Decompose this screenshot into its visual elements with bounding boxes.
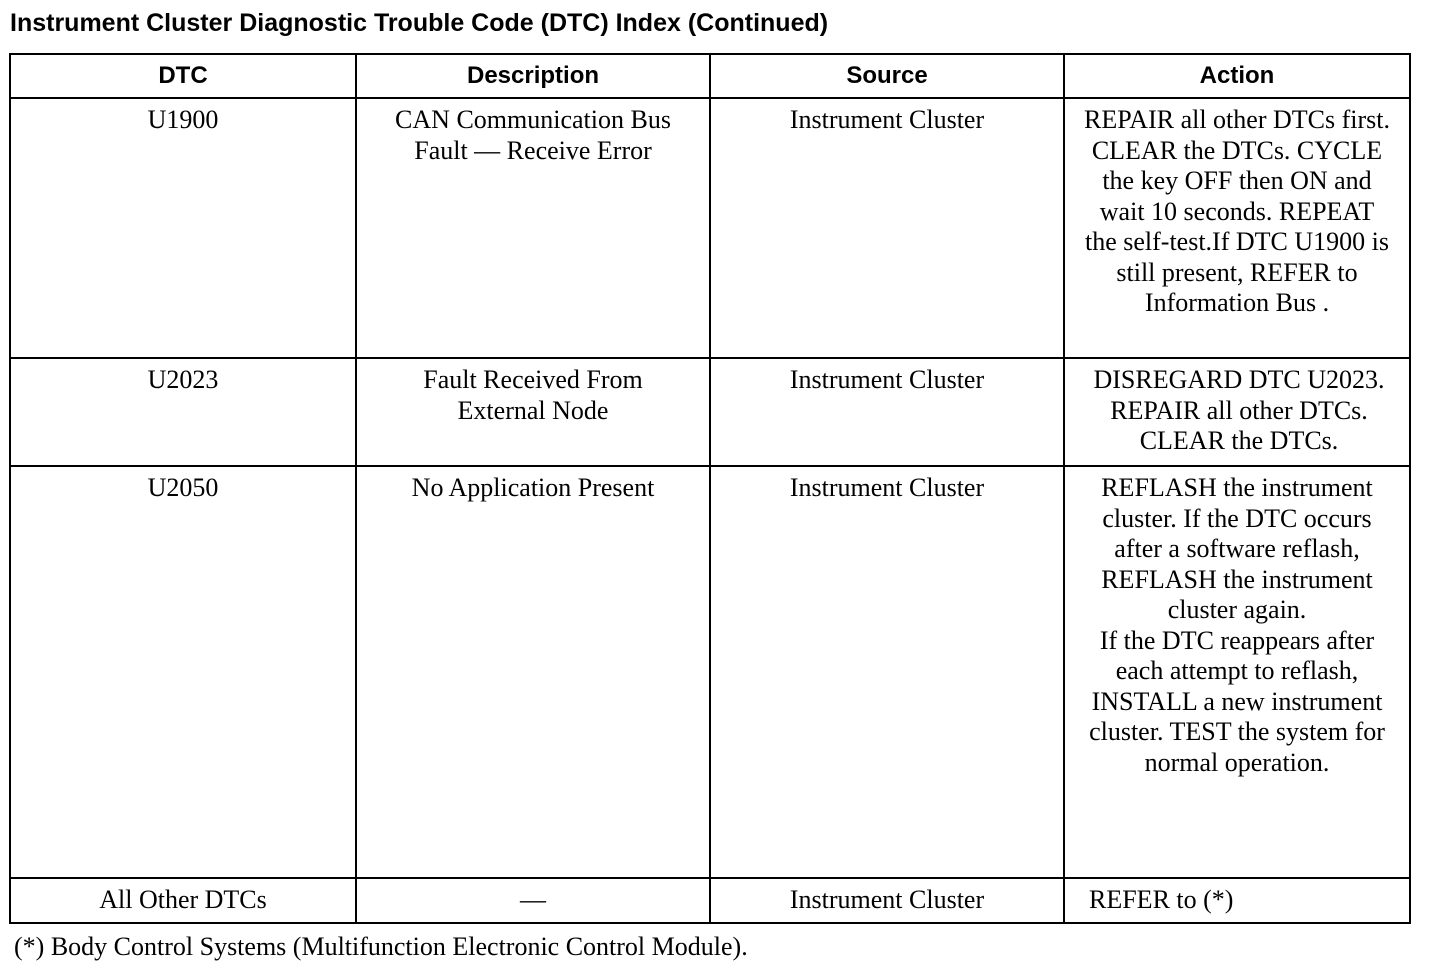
cell-action: REPAIR all other DTCs first. CLEAR the DTCs. CYCLE the key OFF then ON and wait 10 seconds. REPEAT the self-test.If DTC U1900 is still present, REFER to Information Bus .: [1064, 98, 1410, 358]
table-row: [10, 98, 1410, 358]
cell-action: REFER to (*): [1064, 878, 1410, 923]
cell-source: Instrument Cluster: [710, 358, 1064, 466]
cell-description: CAN Communication Bus Fault — Receive Error: [356, 98, 710, 358]
footnote: (*) Body Control Systems (Multifunction Electronic Control Module).: [14, 932, 748, 961]
dtc-index-table: [9, 53, 1411, 924]
cell-source: Instrument Cluster: [710, 98, 1064, 358]
cell-description: —: [356, 878, 710, 923]
cell-dtc: All Other DTCs: [10, 878, 356, 923]
header-description: Description: [356, 54, 710, 98]
table-row: [10, 358, 1410, 466]
cell-description: Fault Received From External Node: [356, 358, 710, 466]
table-row: [10, 466, 1410, 878]
table-header-row: [10, 54, 1410, 98]
cell-dtc: U1900: [10, 98, 356, 358]
cell-action: DISREGARD DTC U2023. REPAIR all other DTCs. CLEAR the DTCs.: [1064, 358, 1410, 466]
page-title: Instrument Cluster Diagnostic Trouble Code (DTC) Index (Continued): [10, 9, 829, 37]
cell-dtc: U2023: [10, 358, 356, 466]
cell-source: Instrument Cluster: [710, 878, 1064, 923]
cell-description: No Application Present: [356, 466, 710, 878]
cell-dtc: U2050: [10, 466, 356, 878]
cell-source: Instrument Cluster: [710, 466, 1064, 878]
table-row: [10, 878, 1410, 923]
header-action: Action: [1064, 54, 1410, 98]
header-source: Source: [710, 54, 1064, 98]
header-dtc: DTC: [10, 54, 356, 98]
cell-action: REFLASH the instrument cluster. If the DTC occurs after a software reflash, REFLASH the instrument cluster again. If the DTC reappears after each attempt to reflash, INSTALL a new instrument cluster. TEST the system for normal operation.: [1064, 466, 1410, 878]
